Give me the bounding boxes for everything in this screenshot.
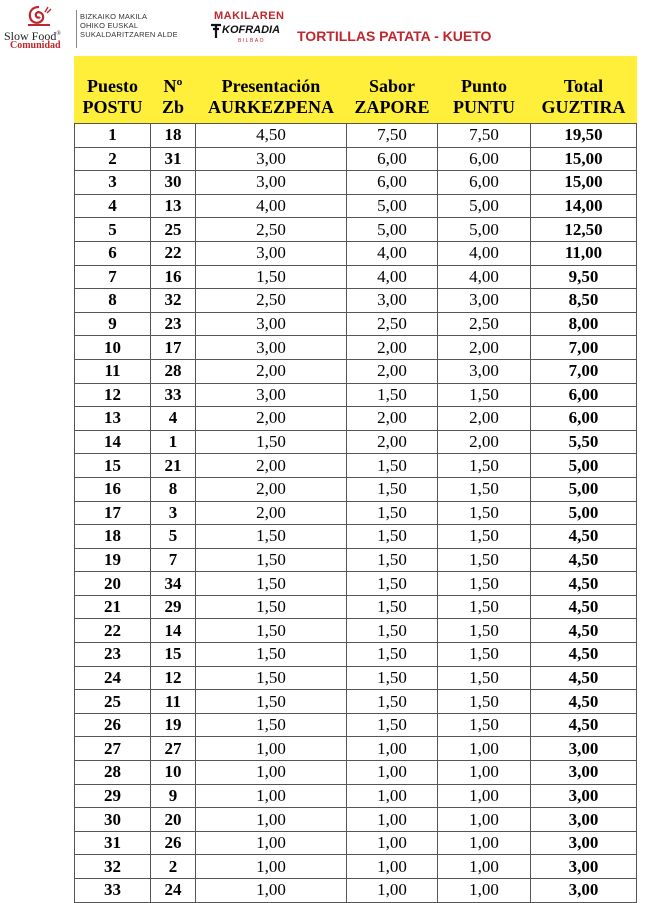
presentation-score-cell: 1,50: [196, 619, 347, 643]
rank-cell: 14: [75, 430, 151, 454]
table-row: [75, 572, 637, 596]
table-row: [75, 454, 637, 478]
column-header-total: Total GUZTIRA: [531, 57, 637, 124]
rank-cell: 10: [75, 336, 151, 360]
presentation-score-cell: 1,50: [196, 595, 347, 619]
rank-cell: 17: [75, 501, 151, 525]
entry-number-cell: 30: [151, 171, 196, 195]
total-score-cell: 11,00: [531, 241, 637, 265]
presentation-score-cell: 2,00: [196, 359, 347, 383]
table-row: [75, 501, 637, 525]
presentation-score-cell: 2,00: [196, 454, 347, 478]
table-row: [75, 289, 637, 313]
table-row: [75, 595, 637, 619]
total-score-cell: 12,50: [531, 218, 637, 242]
entry-number-cell: 5: [151, 525, 196, 549]
table-row: [75, 336, 637, 360]
entry-number-cell: 18: [151, 124, 196, 148]
entry-number-cell: 13: [151, 194, 196, 218]
registered-mark: ®: [56, 31, 61, 37]
presentation-score-cell: 2,00: [196, 477, 347, 501]
rank-cell: 27: [75, 737, 151, 761]
bilbao-text: BILBAO: [238, 38, 266, 44]
entry-number-cell: 34: [151, 572, 196, 596]
flavor-score-cell: 2,00: [347, 359, 438, 383]
flavor-score-cell: 7,50: [347, 124, 438, 148]
entry-number-cell: 10: [151, 761, 196, 785]
rank-cell: 6: [75, 241, 151, 265]
flavor-score-cell: 1,00: [347, 808, 438, 832]
doneness-score-cell: 1,00: [438, 761, 531, 785]
entry-number-cell: 17: [151, 336, 196, 360]
rank-cell: 33: [75, 879, 151, 903]
slow-food-sub: Comunidad: [10, 40, 61, 51]
entry-number-cell: 24: [151, 879, 196, 903]
doneness-score-cell: 1,50: [438, 454, 531, 478]
presentation-score-cell: 1,50: [196, 643, 347, 667]
total-score-cell: 5,00: [531, 454, 637, 478]
total-score-cell: 3,00: [531, 808, 637, 832]
doneness-score-cell: 1,50: [438, 383, 531, 407]
table-row: [75, 147, 637, 171]
presentation-score-cell: 1,50: [196, 713, 347, 737]
rank-cell: 23: [75, 643, 151, 667]
entry-number-cell: 27: [151, 737, 196, 761]
rank-cell: 4: [75, 194, 151, 218]
flavor-score-cell: 1,00: [347, 761, 438, 785]
table-row: [75, 218, 637, 242]
presentation-score-cell: 1,50: [196, 666, 347, 690]
total-score-cell: 3,00: [531, 879, 637, 903]
entry-number-cell: 14: [151, 619, 196, 643]
total-score-cell: 3,00: [531, 855, 637, 879]
table-row: [75, 171, 637, 195]
doneness-score-cell: 3,00: [438, 359, 531, 383]
table-row: [75, 737, 637, 761]
flavor-score-cell: 5,00: [347, 218, 438, 242]
doneness-score-cell: 1,00: [438, 855, 531, 879]
entry-number-cell: 9: [151, 784, 196, 808]
flavor-score-cell: 1,50: [347, 501, 438, 525]
table-row: [75, 666, 637, 690]
total-score-cell: 15,00: [531, 147, 637, 171]
doneness-score-cell: 4,00: [438, 265, 531, 289]
presentation-score-cell: 3,00: [196, 336, 347, 360]
page-header: [0, 0, 647, 58]
doneness-score-cell: 6,00: [438, 171, 531, 195]
presentation-score-cell: 1,00: [196, 761, 347, 785]
flavor-score-cell: 3,00: [347, 289, 438, 313]
table-header-row: [75, 57, 637, 124]
rank-cell: 13: [75, 407, 151, 431]
entry-number-cell: 32: [151, 289, 196, 313]
table-row: [75, 407, 637, 431]
presentation-score-cell: 3,00: [196, 171, 347, 195]
column-header-puesto: Puesto POSTU: [75, 57, 151, 124]
flavor-score-cell: 1,50: [347, 383, 438, 407]
table-row: [75, 312, 637, 336]
rank-cell: 16: [75, 477, 151, 501]
entry-number-cell: 3: [151, 501, 196, 525]
total-score-cell: 3,00: [531, 831, 637, 855]
rank-cell: 22: [75, 619, 151, 643]
kofradia-text: KOFRADIA: [222, 24, 281, 36]
flavor-score-cell: 2,00: [347, 430, 438, 454]
total-score-cell: 19,50: [531, 124, 637, 148]
flavor-score-cell: 1,50: [347, 643, 438, 667]
doneness-score-cell: 4,00: [438, 241, 531, 265]
entry-number-cell: 25: [151, 218, 196, 242]
rank-cell: 29: [75, 784, 151, 808]
column-header-punto: Punto PUNTU: [438, 57, 531, 124]
table-row: [75, 855, 637, 879]
rank-cell: 31: [75, 831, 151, 855]
table-row: [75, 808, 637, 832]
flavor-score-cell: 1,00: [347, 784, 438, 808]
total-score-cell: 4,50: [531, 525, 637, 549]
presentation-score-cell: 3,00: [196, 383, 347, 407]
doneness-score-cell: 1,50: [438, 548, 531, 572]
rank-cell: 19: [75, 548, 151, 572]
flavor-score-cell: 1,50: [347, 619, 438, 643]
total-score-cell: 3,00: [531, 737, 637, 761]
total-score-cell: 4,50: [531, 619, 637, 643]
presentation-score-cell: 1,50: [196, 525, 347, 549]
total-score-cell: 8,50: [531, 289, 637, 313]
flavor-score-cell: 1,00: [347, 831, 438, 855]
total-score-cell: 7,00: [531, 359, 637, 383]
column-header-presentacion: Presentación AURKEZPENA: [196, 57, 347, 124]
entry-number-cell: 11: [151, 690, 196, 714]
doneness-score-cell: 1,00: [438, 784, 531, 808]
rank-cell: 15: [75, 454, 151, 478]
rank-cell: 3: [75, 171, 151, 195]
presentation-score-cell: 3,00: [196, 241, 347, 265]
table-row: [75, 265, 637, 289]
table-row: [75, 525, 637, 549]
flavor-score-cell: 1,50: [347, 666, 438, 690]
presentation-score-cell: 1,50: [196, 430, 347, 454]
table-row: [75, 477, 637, 501]
presentation-score-cell: 1,50: [196, 690, 347, 714]
table-row: [75, 713, 637, 737]
presentation-score-cell: 1,00: [196, 808, 347, 832]
total-score-cell: 6,00: [531, 407, 637, 431]
flavor-score-cell: 1,50: [347, 525, 438, 549]
entry-number-cell: 1: [151, 430, 196, 454]
doneness-score-cell: 1,00: [438, 808, 531, 832]
rank-cell: 7: [75, 265, 151, 289]
presentation-score-cell: 4,00: [196, 194, 347, 218]
total-score-cell: 4,50: [531, 643, 637, 667]
entry-number-cell: 4: [151, 407, 196, 431]
rank-cell: 9: [75, 312, 151, 336]
org-name: [80, 12, 178, 39]
org-line-1: BIZKAIKO MAKILA: [80, 12, 148, 21]
table-row: [75, 124, 637, 148]
presentation-score-cell: 1,00: [196, 879, 347, 903]
doneness-score-cell: 1,50: [438, 713, 531, 737]
flavor-score-cell: 1,50: [347, 454, 438, 478]
total-score-cell: 8,00: [531, 312, 637, 336]
total-score-cell: 4,50: [531, 690, 637, 714]
doneness-score-cell: 1,50: [438, 643, 531, 667]
presentation-score-cell: 1,00: [196, 737, 347, 761]
doneness-score-cell: 6,00: [438, 147, 531, 171]
table-row: [75, 619, 637, 643]
flavor-score-cell: 2,00: [347, 336, 438, 360]
doneness-score-cell: 1,00: [438, 831, 531, 855]
table-row: [75, 761, 637, 785]
document-title: TORTILLAS PATATA - KUETO: [297, 28, 492, 44]
entry-number-cell: 2: [151, 855, 196, 879]
doneness-score-cell: 1,50: [438, 666, 531, 690]
cross-mark-icon: [210, 23, 222, 39]
doneness-score-cell: 1,50: [438, 572, 531, 596]
doneness-score-cell: 2,50: [438, 312, 531, 336]
makilaren-kofradia-logo: [210, 10, 284, 46]
slow-food-logo: [4, 4, 74, 52]
doneness-score-cell: 1,50: [438, 619, 531, 643]
presentation-score-cell: 3,00: [196, 147, 347, 171]
rank-cell: 20: [75, 572, 151, 596]
doneness-score-cell: 1,50: [438, 690, 531, 714]
presentation-score-cell: 1,50: [196, 548, 347, 572]
entry-number-cell: 16: [151, 265, 196, 289]
entry-number-cell: 15: [151, 643, 196, 667]
presentation-score-cell: 1,00: [196, 784, 347, 808]
entry-number-cell: 33: [151, 383, 196, 407]
total-score-cell: 4,50: [531, 595, 637, 619]
rank-cell: 5: [75, 218, 151, 242]
rank-cell: 26: [75, 713, 151, 737]
doneness-score-cell: 7,50: [438, 124, 531, 148]
table-row: [75, 643, 637, 667]
flavor-score-cell: 4,00: [347, 241, 438, 265]
presentation-score-cell: 2,00: [196, 407, 347, 431]
presentation-score-cell: 2,00: [196, 501, 347, 525]
flavor-score-cell: 1,50: [347, 713, 438, 737]
flavor-score-cell: 1,50: [347, 690, 438, 714]
flavor-score-cell: 1,50: [347, 572, 438, 596]
entry-number-cell: 19: [151, 713, 196, 737]
presentation-score-cell: 2,50: [196, 289, 347, 313]
flavor-score-cell: 4,00: [347, 265, 438, 289]
doneness-score-cell: 5,00: [438, 218, 531, 242]
doneness-score-cell: 2,00: [438, 336, 531, 360]
table-row: [75, 383, 637, 407]
flavor-score-cell: 6,00: [347, 147, 438, 171]
rank-cell: 25: [75, 690, 151, 714]
presentation-score-cell: 4,50: [196, 124, 347, 148]
total-score-cell: 3,00: [531, 761, 637, 785]
flavor-score-cell: 5,00: [347, 194, 438, 218]
rank-cell: 21: [75, 595, 151, 619]
flavor-score-cell: 1,00: [347, 879, 438, 903]
logo-divider: [76, 10, 77, 48]
table-row: [75, 690, 637, 714]
entry-number-cell: 7: [151, 548, 196, 572]
rank-cell: 18: [75, 525, 151, 549]
flavor-score-cell: 1,50: [347, 595, 438, 619]
total-score-cell: 15,00: [531, 171, 637, 195]
total-score-cell: 4,50: [531, 713, 637, 737]
makilaren-text: MAKILAREN: [214, 10, 285, 22]
total-score-cell: 5,50: [531, 430, 637, 454]
entry-number-cell: 23: [151, 312, 196, 336]
entry-number-cell: 22: [151, 241, 196, 265]
table-row: [75, 784, 637, 808]
doneness-score-cell: 1,50: [438, 501, 531, 525]
doneness-score-cell: 2,00: [438, 407, 531, 431]
doneness-score-cell: 3,00: [438, 289, 531, 313]
flavor-score-cell: 2,50: [347, 312, 438, 336]
entry-number-cell: 28: [151, 359, 196, 383]
presentation-score-cell: 1,50: [196, 572, 347, 596]
total-score-cell: 7,00: [531, 336, 637, 360]
doneness-score-cell: 1,50: [438, 477, 531, 501]
flavor-score-cell: 1,50: [347, 477, 438, 501]
table-row: [75, 241, 637, 265]
doneness-score-cell: 1,50: [438, 525, 531, 549]
rank-cell: 32: [75, 855, 151, 879]
rank-cell: 28: [75, 761, 151, 785]
entry-number-cell: 26: [151, 831, 196, 855]
doneness-score-cell: 1,50: [438, 595, 531, 619]
entry-number-cell: 8: [151, 477, 196, 501]
results-table: [74, 56, 637, 903]
doneness-score-cell: 2,00: [438, 430, 531, 454]
rank-cell: 12: [75, 383, 151, 407]
table-row: [75, 194, 637, 218]
total-score-cell: 14,00: [531, 194, 637, 218]
flavor-score-cell: 1,50: [347, 548, 438, 572]
flavor-score-cell: 6,00: [347, 171, 438, 195]
org-line-2: OHIKO EUSKAL: [80, 21, 139, 30]
table-row: [75, 879, 637, 903]
doneness-score-cell: 1,00: [438, 879, 531, 903]
entry-number-cell: 31: [151, 147, 196, 171]
total-score-cell: 9,50: [531, 265, 637, 289]
doneness-score-cell: 1,00: [438, 737, 531, 761]
snail-icon: [26, 4, 52, 28]
total-score-cell: 3,00: [531, 784, 637, 808]
entry-number-cell: 20: [151, 808, 196, 832]
table-row: [75, 831, 637, 855]
column-header-sabor: Sabor ZAPORE: [347, 57, 438, 124]
entry-number-cell: 12: [151, 666, 196, 690]
presentation-score-cell: 1,50: [196, 265, 347, 289]
table-row: [75, 548, 637, 572]
column-header-numero: Nº Zb: [151, 57, 196, 124]
table-row: [75, 359, 637, 383]
total-score-cell: 4,50: [531, 572, 637, 596]
flavor-score-cell: 1,00: [347, 855, 438, 879]
rank-cell: 30: [75, 808, 151, 832]
slow-food-name: Slow Food: [4, 29, 57, 43]
rank-cell: 2: [75, 147, 151, 171]
rank-cell: 24: [75, 666, 151, 690]
doneness-score-cell: 5,00: [438, 194, 531, 218]
rank-cell: 11: [75, 359, 151, 383]
total-score-cell: 5,00: [531, 501, 637, 525]
rank-cell: 8: [75, 289, 151, 313]
flavor-score-cell: 1,00: [347, 737, 438, 761]
total-score-cell: 4,50: [531, 666, 637, 690]
flavor-score-cell: 2,00: [347, 407, 438, 431]
presentation-score-cell: 2,50: [196, 218, 347, 242]
entry-number-cell: 29: [151, 595, 196, 619]
total-score-cell: 5,00: [531, 477, 637, 501]
org-line-3: SUKALDARITZAREN ALDE: [80, 30, 178, 39]
table-row: [75, 430, 637, 454]
table-body: [75, 124, 637, 903]
total-score-cell: 4,50: [531, 548, 637, 572]
presentation-score-cell: 1,00: [196, 855, 347, 879]
total-score-cell: 6,00: [531, 383, 637, 407]
presentation-score-cell: 1,00: [196, 831, 347, 855]
entry-number-cell: 21: [151, 454, 196, 478]
rank-cell: 1: [75, 124, 151, 148]
presentation-score-cell: 3,00: [196, 312, 347, 336]
